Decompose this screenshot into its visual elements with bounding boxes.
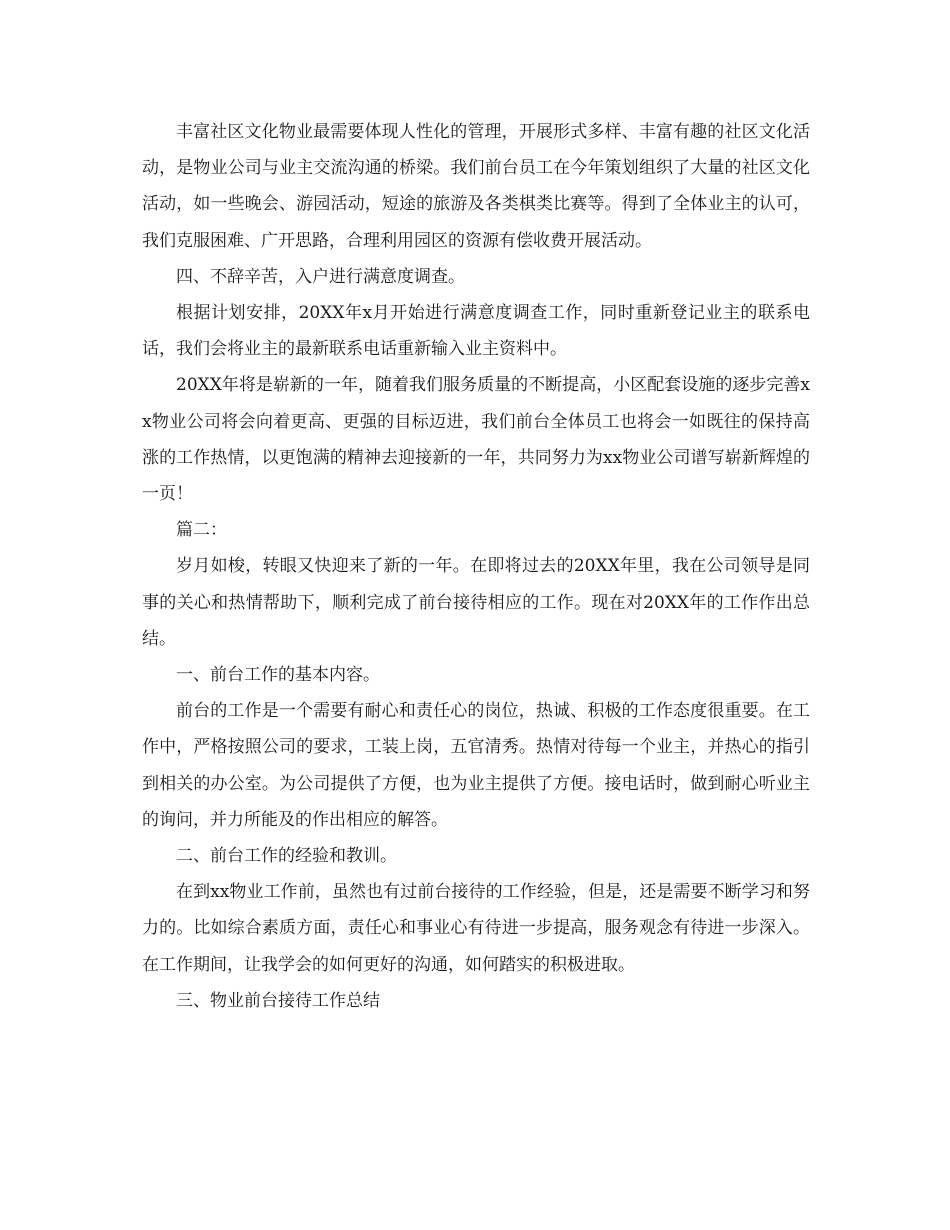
heading-basic-content: 一、前台工作的基本内容。 bbox=[176, 665, 380, 686]
heading-reception-summary: 三、物业前台接待工作总结 bbox=[176, 990, 380, 1011]
heading-experience-lessons: 二、前台工作的经验和教训。 bbox=[176, 846, 397, 867]
paragraph-new-year-outlook: 20XX年将是崭新的一年，随着我们服务质量的不断提高，小区配套设施的逐步完善xx物业公司将会向着更高、更强的目标迈进，我们前台全体员工也将会一如既往的保持高涨的工作热情，以更饱满的精神去迎接新的一年，共同努力为xx物业公司谱写崭新辉煌的一页！ bbox=[142, 375, 810, 505]
paragraph-year-intro: 岁月如梭，转眼又快迎来了新的一年。在即将过去的20XX年里，我在公司领导是同事的关心和热情帮助下，顺利完成了前台接待相应的工作。现在对20XX年的工作作出总结。 bbox=[142, 556, 810, 649]
paragraph-experience: 在到xx物业工作前，虽然也有过前台接待的工作经验，但是，还是需要不断学习和努力的。比如综合素质方面，责任心和事业心有待进一步提高，服务观念有待进一步深入。在工作期间，让我学会的如何更好的沟通，如何踏实的积极进取。 bbox=[142, 882, 810, 975]
document-body bbox=[142, 114, 810, 1019]
heading-satisfaction-survey: 四、不辞辛苦，入户进行满意度调查。 bbox=[176, 266, 465, 287]
paragraph-front-desk-duties: 前台的工作是一个需要有耐心和责任心的岗位，热诚、积极的工作态度很重要。在工作中，严格按照公司的要求，工装上岗，五官清秀。热情对待每一个业主，并热心的指引到相关的办公室。为公司提供了方便，也为业主提供了方便。接电话时，做到耐心听业主的询问，并力所能及的作出相应的解答。 bbox=[142, 701, 810, 830]
paragraph-survey-plan: 根据计划安排，20XX年x月开始进行满意度调查工作，同时重新登记业主的联系电话，我们会将业主的最新联系电话重新输入业主资料中。 bbox=[142, 303, 810, 360]
heading-part-two: 篇二： bbox=[176, 520, 227, 541]
paragraph-community-culture: 丰富社区文化物业最需要体现人性化的管理，开展形式多样、丰富有趣的社区文化活动，是物业公司与业主交流沟通的桥梁。我们前台员工在今年策划组织了大量的社区文化活动，如一些晚会、游园活动，短途的旅游及各类棋类比赛等。得到了全体业主的认可，我们克服困难、广开思路，合理利用园区的资源有偿收费开展活动。 bbox=[142, 122, 810, 251]
